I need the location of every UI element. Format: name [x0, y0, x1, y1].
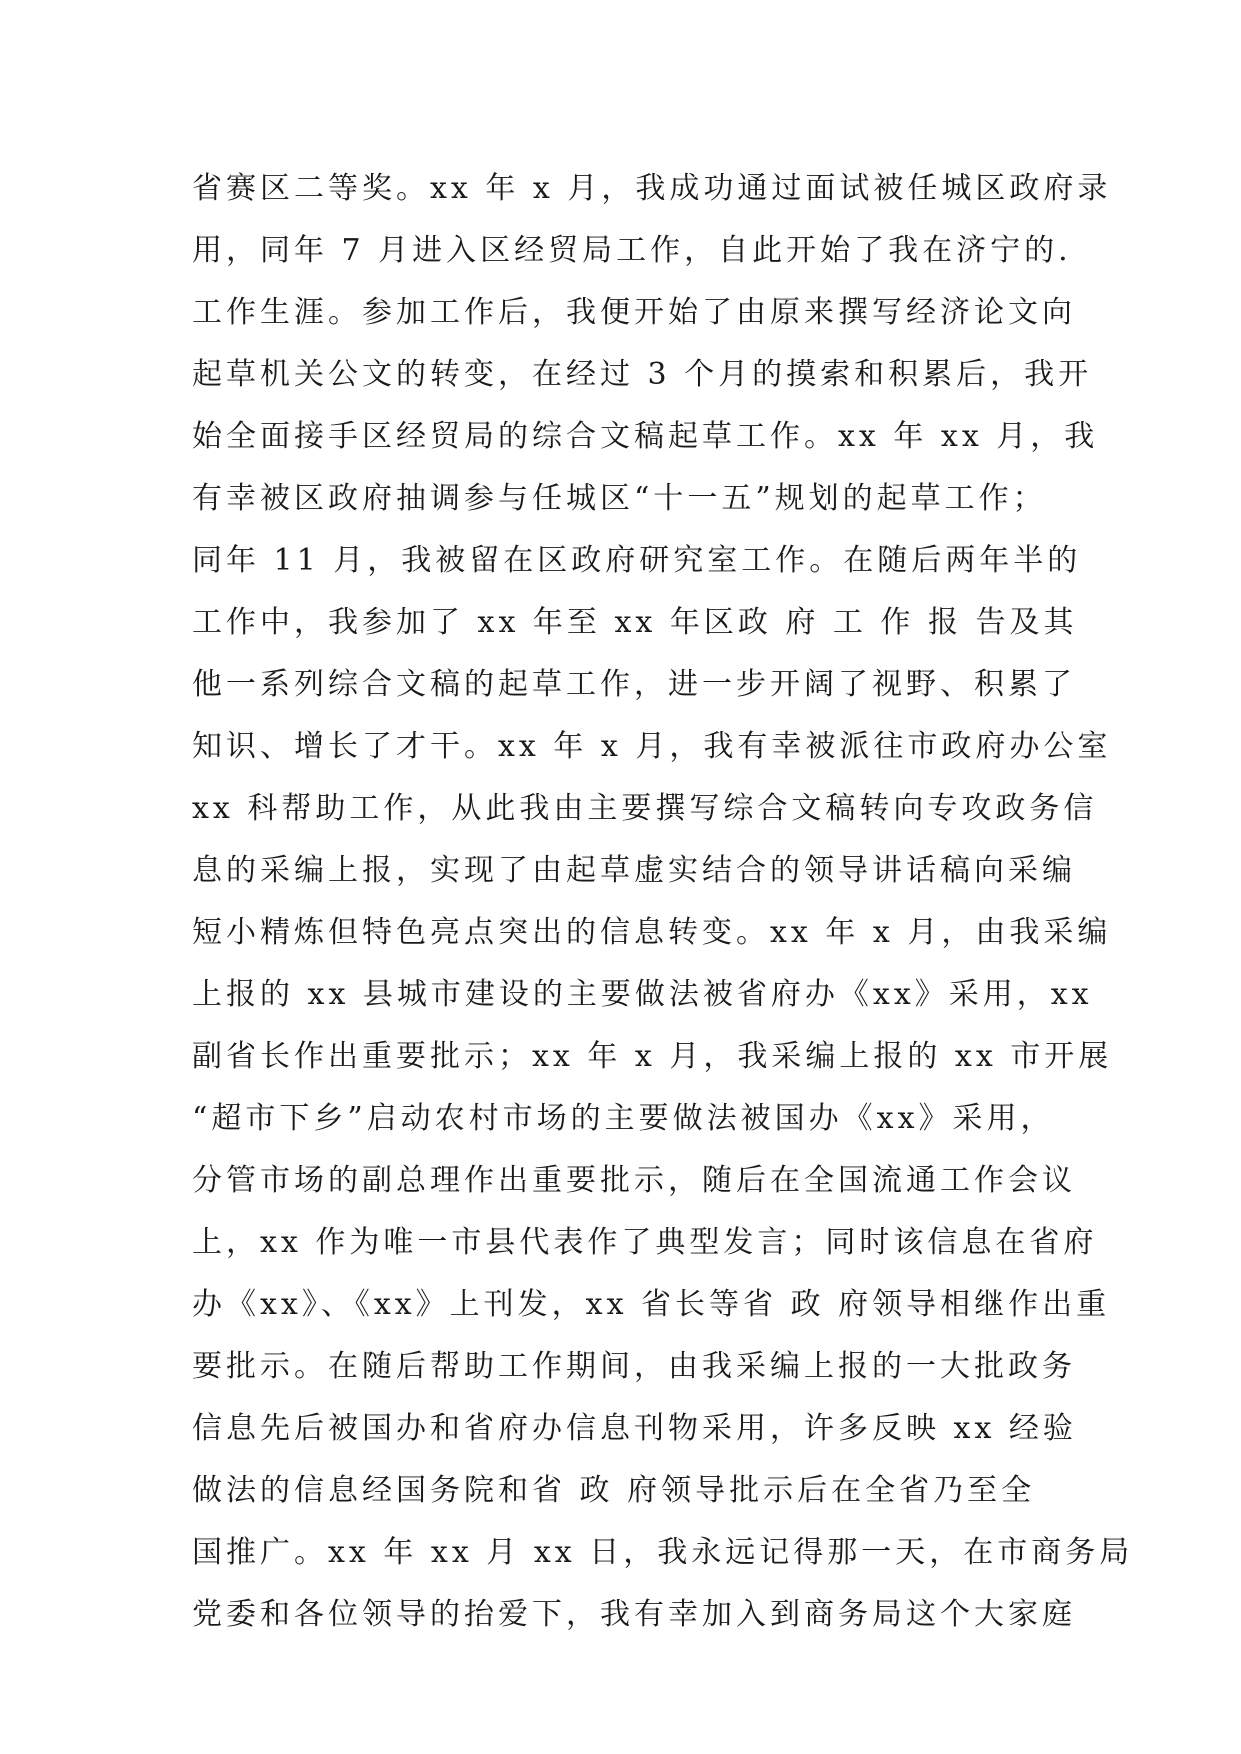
- text-line: 他一系列综合文稿的起草工作，进一步开阔了视野、积累了: [192, 667, 1076, 702]
- text-line: 要批示。在随后帮助工作期间，由我采编上报的一大批政务: [192, 1349, 1076, 1384]
- text-line: 工作中，我参加了 xx 年至 xx 年区政 府 工 作 报 告及其: [192, 605, 1078, 640]
- text-line: 短小精炼但特色亮点突出的信息转变。xx 年 x 月，由我采编: [192, 915, 1112, 950]
- text-line: 起草机关公文的转变，在经过 3 个月的摸索和积累后，我开: [192, 357, 1093, 392]
- text-line: 副省长作出重要批示；xx 年 x 月，我采编上报的 xx 市开展: [192, 1039, 1113, 1074]
- text-line: 息的采编上报，实现了由起草虚实结合的领导讲话稿向采编: [192, 853, 1076, 888]
- body-text: [192, 158, 1134, 1646]
- text-line: 有幸被区政府抽调参与任城区“十一五”规划的起草工作；: [192, 481, 1047, 516]
- text-line: 用，同年 7 月进入区经贸局工作，自此开始了我在济宁的.: [192, 233, 1072, 268]
- text-line: 信息先后被国办和省府办信息刊物采用，许多反映 xx 经验: [192, 1411, 1077, 1446]
- text-line: 工作生涯。参加工作后，我便开始了由原来撰写经济论文向: [192, 295, 1076, 330]
- text-line: 省赛区二等奖。xx 年 x 月，我成功通过面试被任城区政府录: [192, 171, 1112, 206]
- text-line: “超市下乡”启动农村市场的主要做法被国办《xx》采用，: [192, 1101, 1055, 1136]
- text-line: xx 科帮助工作，从此我由主要撰写综合文稿转向专攻政务信: [192, 791, 1098, 826]
- text-line: 上报的 xx 县城市建设的主要做法被省府办《xx》采用，xx: [192, 977, 1093, 1012]
- text-line: 上，xx 作为唯一市县代表作了典型发言；同时该信息在省府: [192, 1225, 1098, 1260]
- text-line: 国推广。xx 年 xx 月 xx 日，我永远记得那一天，在市商务局: [192, 1535, 1134, 1570]
- text-line: 始全面接手区经贸局的综合文稿起草工作。xx 年 xx 月，我: [192, 419, 1099, 454]
- text-line: 办《xx》、《xx》上刊发，xx 省长等省 政 府领导相继作出重: [192, 1287, 1111, 1322]
- text-line: 做法的信息经国务院和省 政 府领导批示后在全省乃至全: [192, 1473, 1036, 1508]
- text-line: 同年 11 月，我被留在区政府研究室工作。在随后两年半的: [192, 543, 1082, 578]
- text-line: 知识、增长了才干。xx 年 x 月，我有幸被派往市政府办公室: [192, 729, 1112, 764]
- text-line: 党委和各位领导的抬爱下，我有幸加入到商务局这个大家庭: [192, 1597, 1076, 1632]
- text-line: 分管市场的副总理作出重要批示，随后在全国流通工作会议: [192, 1163, 1076, 1198]
